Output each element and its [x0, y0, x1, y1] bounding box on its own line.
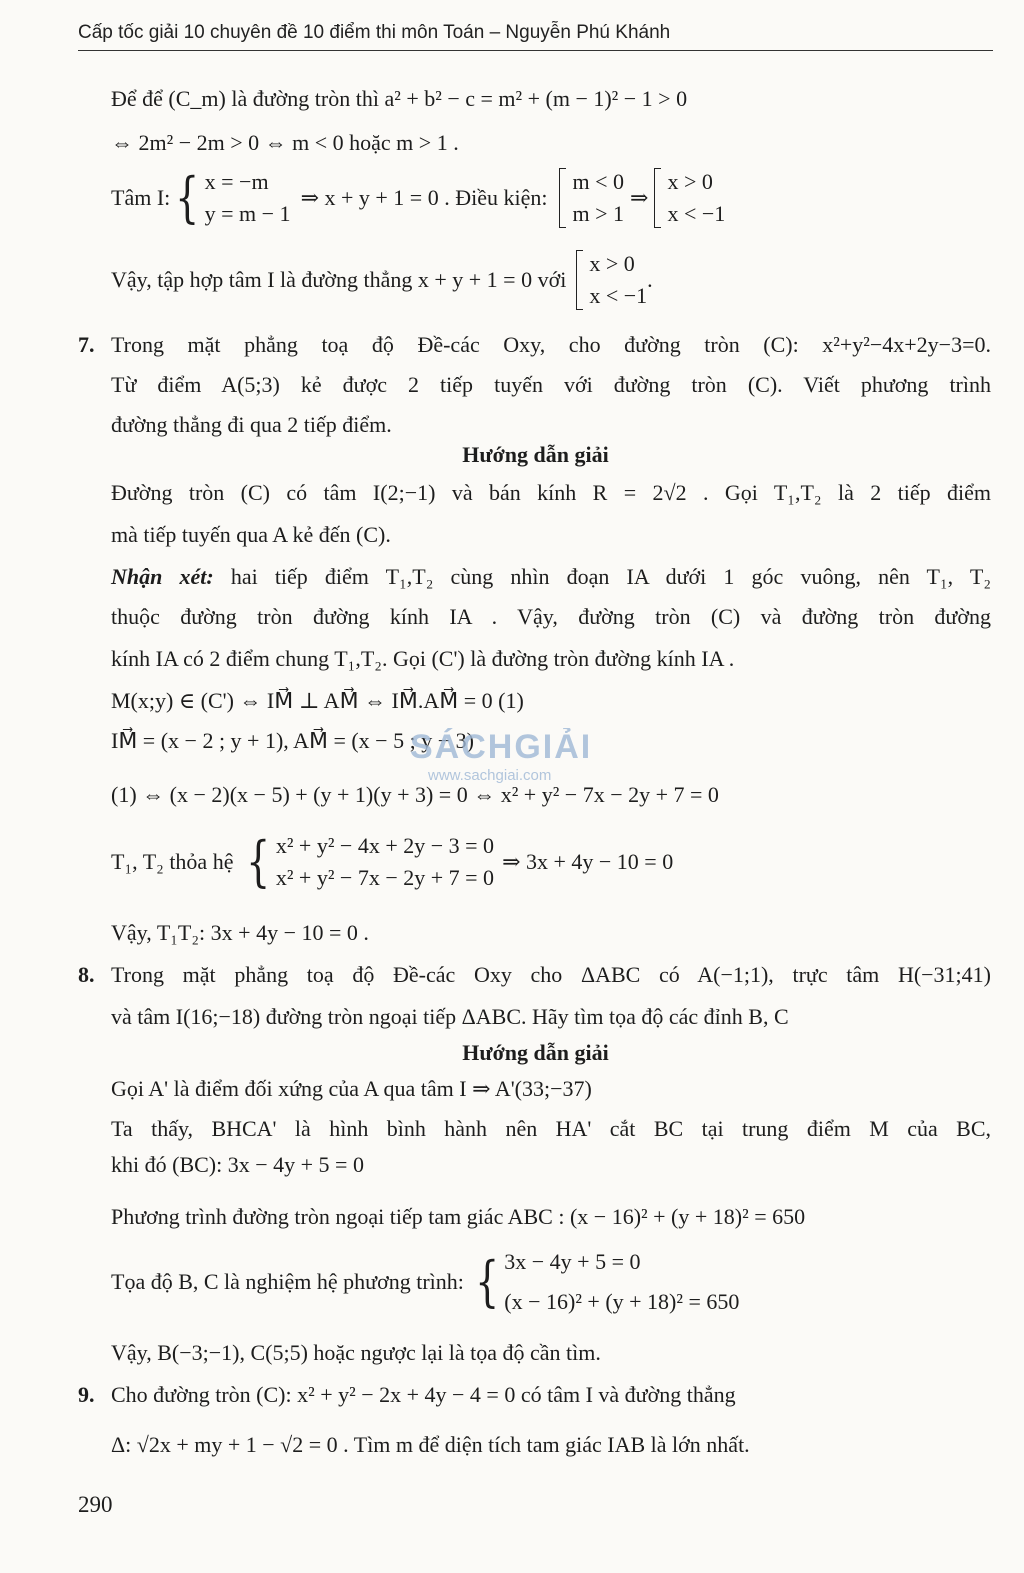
system-result: ⇒ 3x + 4y − 10 = 0	[502, 849, 674, 874]
problem-8-guide-heading: Hướng dẫn giải	[462, 1040, 609, 1065]
problem-8-number: 8.	[78, 962, 95, 987]
problem-7-number: 7.	[78, 332, 95, 357]
prev-line-1: Để để (C_m) là đường tròn thì a² + b² − c = m² + (m − 1)² − 1 > 0	[111, 86, 688, 111]
problem-7-line-2: Từ điểm A(5;3) kẻ được 2 tiếp tuyến với đường tròn (C). Viết phương trình	[111, 372, 991, 397]
center-label: Tâm I:	[111, 185, 171, 210]
system-row-2: x² + y² − 7x − 2y + 7 = 0	[275, 865, 495, 890]
problem-9-line-2: Δ: √2x + my + 1 − √2 = 0 . Tìm m để diện tích tam giác IAB là lớn nhất.	[111, 1432, 750, 1457]
problem-8-line-2: và tâm I(16;−18) đường tròn ngoại tiếp ΔABC. Hãy tìm tọa độ các đỉnh B, C	[111, 1004, 789, 1029]
problem-7-line-3: đường thẳng đi qua 2 tiếp điểm.	[111, 412, 392, 437]
left-brace-icon: {	[475, 1250, 500, 1313]
center-implication: ⇒ x + y + 1 = 0 . Điều kiện:	[300, 185, 548, 210]
problem-7-sol-7: (1) ⇔ (x − 2)(x − 5) + (y + 1)(y + 3) = 0 ⇔ x² + y² − 7x − 2y + 7 = 0	[111, 782, 719, 807]
system-label: T₁, T₂ thỏa hệ	[111, 849, 234, 874]
left-bracket-icon	[576, 250, 583, 310]
problem-8-line-1: Trong mặt phẳng toạ độ Đề-các Oxy cho ΔABC có A(−1;1), trực tâm H(−31;41)	[111, 962, 991, 987]
problem-9-number: 9.	[78, 1382, 95, 1407]
system-row-1: 3x − 4y + 5 = 0	[504, 1249, 641, 1274]
prev-line-2: ⇔ 2m² − 2m > 0 ⇔ m < 0 hoặc m > 1 .	[111, 130, 459, 155]
problem-7-sol-6: IM⃗ = (x − 2 ; y + 1), AM⃗ = (x − 5 ; y − 3)	[111, 728, 474, 753]
watermark-brand: SÁCHGIẢI	[410, 728, 593, 766]
left-brace-icon: {	[175, 166, 200, 229]
locus-conclusion	[111, 248, 653, 312]
system-row-1: x² + y² − 4x + 2y − 3 = 0	[275, 833, 495, 858]
system-row-2: (x − 16)² + (y + 18)² = 650	[504, 1289, 740, 1314]
problem-7-guide-heading: Hướng dẫn giải	[462, 442, 609, 467]
running-header: Cấp tốc giải 10 chuyên đề 10 điểm thi môn Toán – Nguyễn Phú Khánh	[78, 22, 671, 43]
condition-row-2: m > 1	[572, 201, 625, 226]
locus-row-1: x > 0	[589, 251, 635, 276]
watermark-logo	[410, 728, 592, 784]
problem-9-line-1: Cho đường tròn (C): x² + y² − 2x + 4y − 4 = 0 có tâm I và đường thẳng	[111, 1382, 736, 1407]
problem-7-system	[111, 830, 673, 894]
left-bracket-icon	[559, 168, 566, 228]
problem-7-sol-1: Đường tròn (C) có tâm I(2;−1) và bán kính R = 2√2 . Gọi T₁,T₂ là 2 tiếp điểm	[111, 480, 991, 505]
remark-text: hai tiếp điểm T₁,T₂ cùng nhìn đoạn IA dưới 1 góc vuông, nên T₁, T₂	[213, 564, 991, 589]
watermark-url: www.sachgiai.com	[428, 767, 552, 784]
problem-8-conclusion: Vậy, B(−3;−1), C(5;5) hoặc ngược lại là tọa độ cần tìm.	[111, 1340, 601, 1365]
center-system	[111, 166, 725, 230]
problem-8-sol-1: Gọi A' là điểm đối xứng của A qua tâm I ⇒ A'(33;−37)	[111, 1076, 592, 1101]
problem-8-sol-2: Ta thấy, BHCA' là hình bình hành nên HA' cắt BC tại trung điểm M của BC,	[111, 1116, 991, 1141]
problem-7-line-1: Trong mặt phẳng toạ độ Đề-các Oxy, cho đường tròn (C): x²+y²−4x+2y−3=0.	[111, 332, 991, 357]
problem-7-sol-5: M(x;y) ∈ (C') ⇔ IM⃗ ⊥ AM⃗ ⇔ IM⃗.AM⃗ = 0 (1)	[111, 688, 524, 713]
condition-row-1: m < 0	[572, 169, 625, 194]
locus-end: .	[647, 267, 653, 292]
center-row-1: x = −m	[204, 169, 269, 194]
problem-8-sol-4: Phương trình đường tròn ngoại tiếp tam giác ABC : (x − 16)² + (y + 18)² = 650	[111, 1204, 806, 1229]
problem-7-conclusion: Vậy, T₁T₂: 3x + 4y − 10 = 0 .	[111, 920, 369, 945]
problem-8-sol-3: khi đó (BC): 3x − 4y + 5 = 0	[111, 1152, 364, 1177]
left-brace-icon: {	[246, 830, 271, 893]
center-row-2: y = m − 1	[204, 201, 291, 226]
condition-arrow: ⇒	[630, 185, 649, 210]
condition-row-4: x < −1	[667, 201, 726, 226]
problem-7-sol-2: mà tiếp tuyến qua A kẻ đến (C).	[111, 522, 391, 547]
system-label: Tọa độ B, C là nghiệm hệ phương trình:	[111, 1269, 464, 1294]
condition-row-3: x > 0	[667, 169, 713, 194]
problem-7-sol-3: thuộc đường tròn đường kính IA . Vậy, đường tròn (C) và đường tròn đường	[111, 604, 991, 629]
problem-7-remark	[111, 564, 991, 590]
page-number: 290	[78, 1492, 113, 1517]
problem-7-sol-4: kính IA có 2 điểm chung T₁,T₂. Gọi (C') là đường tròn đường kính IA .	[111, 646, 735, 671]
locus-text: Vậy, tập hợp tâm I là đường thẳng x + y + 1 = 0 với	[111, 267, 567, 292]
problem-8-system	[111, 1242, 739, 1322]
left-bracket-icon	[654, 168, 661, 228]
locus-row-2: x < −1	[589, 283, 648, 308]
header-rule	[78, 50, 993, 51]
remark-label: Nhận xét:	[111, 564, 214, 589]
